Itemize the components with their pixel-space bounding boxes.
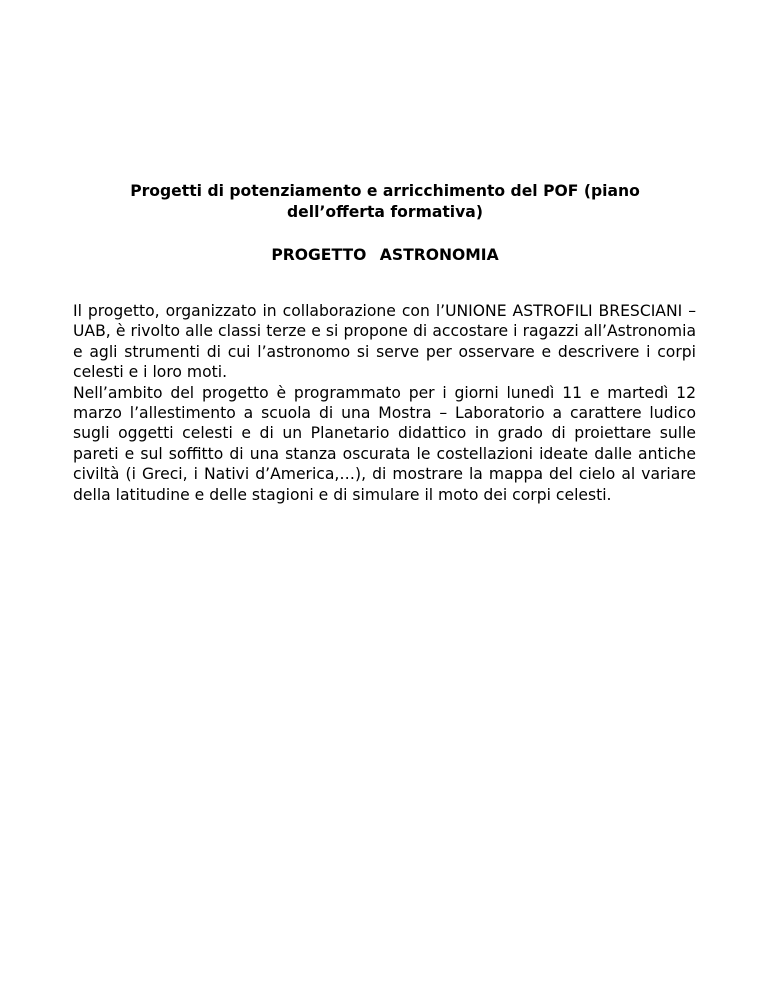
project-heading: PROGETTO ASTRONOMIA (271, 246, 499, 264)
document-title: Progetti di potenziamento e arricchimento del POF (piano dell’offerta formativa) (130, 182, 640, 221)
body-paragraph-intro: Il progetto, organizzato in collaborazione con l’UNIONE ASTROFILI BRESCIANI – UAB, è rivolto alle classi terze e si propone di accostare i ragazzi all’Astronomia e agli strumenti di cui l’astronomo si serve per osservare e descrivere i corpi celesti e i loro moti. (73, 302, 696, 382)
document-body (73, 301, 696, 505)
body-paragraph-details: Nell’ambito del progetto è programmato per i giorni lunedì 11 e martedì 12 marzo l’allestimento a scuola di una Mostra – Laboratorio a carattere ludico sugli oggetti celesti e di un Planetario didattico in grado di proiettare sulle pareti e sul soffitto di una stanza oscurata le costellazioni ideate dalle antiche civiltà (i Greci, i Nativi d’America,…), di mostrare la mappa del cielo al variare della latitudine e delle stagioni e di simulare il moto dei corpi celesti. (73, 383, 696, 504)
